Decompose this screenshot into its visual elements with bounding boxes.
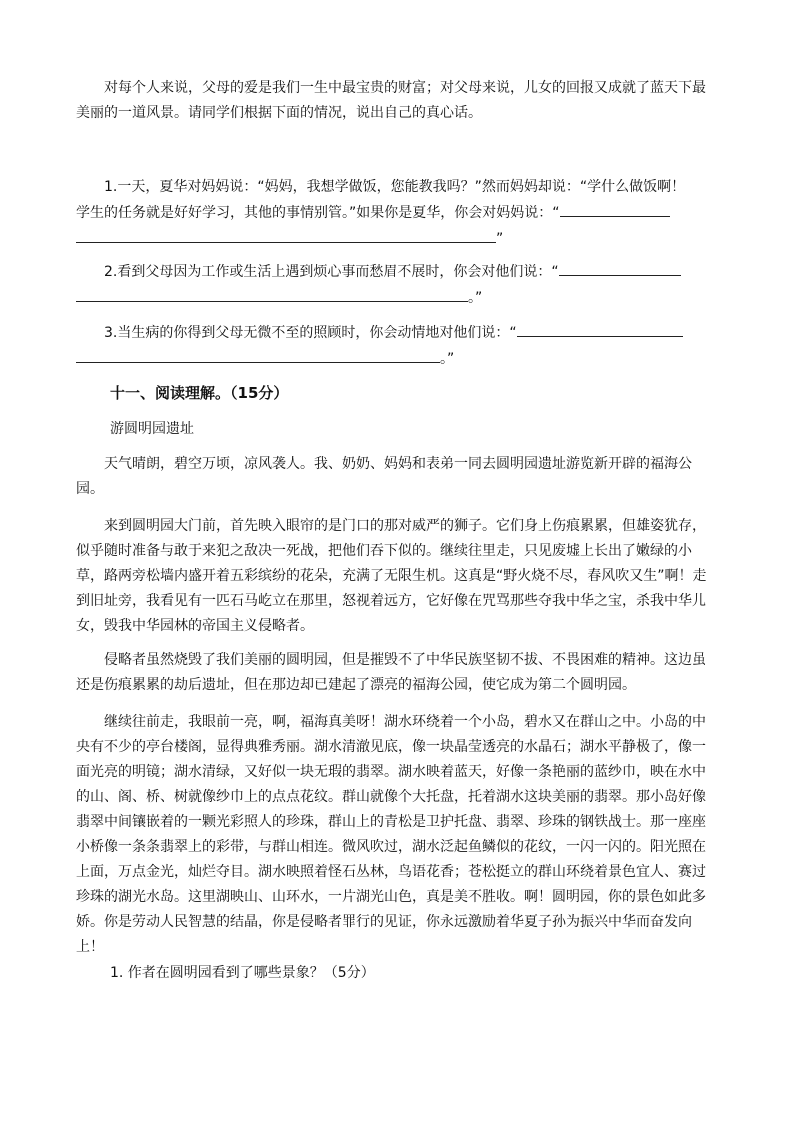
question-3-line-1: 3.当生病的你得到父母无微不至的照顾时，你会动情地对他们说：“ [76,320,716,346]
question-2-line-2: 。” [76,285,716,311]
section-heading: 十一、阅读理解。（15分） [110,384,289,402]
article-paragraph-3: 侵略者虽然烧毁了我们美丽的圆明园，但是摧毁不了中华民族坚韧不拔、不畏困难的精神。这边虽还是伤痕累累的劫后遗址，但在那边却已建起了漂亮的福海公园，使它成为第二个圆明园。 [76,652,706,693]
answer-blank[interactable] [76,285,468,302]
article-title: 游圆明园遗址 [110,421,194,437]
article-paragraph-4: 继续往前走，我眼前一亮，啊，福海真美呀！湖水环绕着一个小岛，碧水又在群山之中。小岛的中央有不少的亭台楼阁，显得典雅秀丽。湖水清澈见底，像一块晶莹透亮的水晶石；湖水平静极了，像一面光亮的明镜；湖水清绿，又好似一块无瑕的翡翠。湖水映着蓝天，好像一条艳丽的蓝纱巾，映在水中的山、阁、桥、树就像纱巾上的点点花纹。群山就像个大托盘，托着湖水这块美丽的翡翠。那小岛好像翡翠中间镶嵌着的一颗光彩照人的珍珠，群山上的青松是卫护托盘、翡翠、珍珠的钢铁战士。那一座座小桥像一条条翡翠上的彩带，与群山相连。微风吹过，湖水泛起鱼鳞似的花纹，一闪一闪的。阳光照在上面，万点金光，灿烂夺目。湖水映照着怪石丛林，鸟语花香；苍松挺立的群山环绕着景色宜人、赛过珍珠的湖光水岛。这里湖映山、山环水，一片湖光山色，真是美不胜收。啊！圆明园，你的景色如此多娇。你是劳动人民智慧的结晶，你是侵略者罪行的见证，你永远激励着华夏子孙为振兴中华而奋发向上！ [76,714,706,955]
answer-blank[interactable] [76,226,496,243]
answer-blank[interactable] [517,320,683,337]
answer-blank[interactable] [559,259,681,276]
question-2-line-1: 2.看到父母因为工作或生活上遇到烦心事而愁眉不展时，你会对他们说：“ [76,259,716,285]
answer-blank[interactable] [76,346,440,363]
intro-paragraph [76,76,716,126]
question-1-line-2: 学生的任务就是好好学习，其他的事情别管。”如果你是夏华，你会对妈妈说：“ [76,200,716,226]
answer-blank[interactable] [560,200,670,217]
question-1-line-3: ” [76,226,716,252]
article-paragraph-1: 天气晴朗，碧空万顷，凉风袭人。我、奶奶、妈妈和表弟一同去圆明园遗址游览新开辟的福海公园。 [76,456,692,497]
question-1 [76,175,716,252]
article-paragraph-2: 来到圆明园大门前，首先映入眼帘的是门口的那对威严的狮子。它们身上伤痕累累，但雄姿犹存，似乎随时准备与敢于来犯之敌决一死战，把他们吞下似的。继续往里走，只见废墟上长出了嫩绿的小草，路两旁松墙内盛开着五彩缤纷的花朵，充满了无限生机。这真是“野火烧不尽，春风吹又生”啊！走到旧址旁，我看见有一匹石马屹立在那里，怒视着远方，它好像在咒骂那些夺我中华之宝，杀我中华儿女，毁我中华园林的帝国主义侵略者。 [76,518,707,634]
question-1-line-1: 1.一天，夏华对妈妈说：“妈妈，我想学做饭，您能教我吗？”然而妈妈却说：“学什么做饭啊！ [104,179,686,195]
question-2 [76,259,716,311]
question-3 [76,320,716,372]
intro-text: 对每个人来说，父母的爱是我们一生中最宝贵的财富；对父母来说，儿女的回报又成就了蓝天下最美丽的一道风景。请同学们根据下面的情况，说出自己的真心话。 [76,80,706,121]
reading-question-1: 1. 作者在圆明园看到了哪些景象？（5分） [110,965,375,981]
question-3-line-2: 。” [76,346,716,372]
